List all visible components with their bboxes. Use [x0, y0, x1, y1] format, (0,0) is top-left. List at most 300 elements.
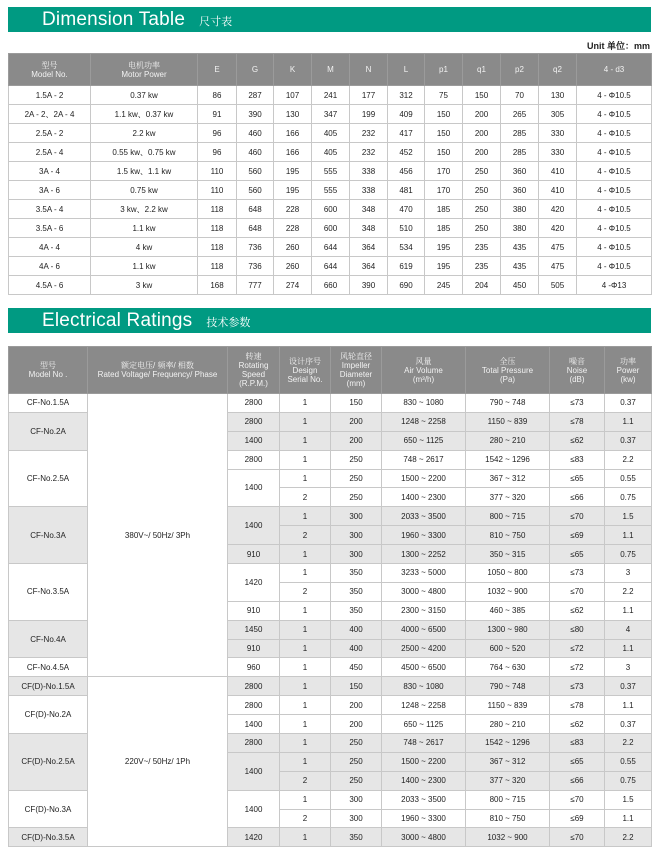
table-cell: 3A - 6: [9, 181, 91, 200]
table-cell: 405: [312, 124, 350, 143]
table-cell: 86: [198, 86, 237, 105]
table-row: [9, 200, 652, 219]
impeller-cell: 250: [331, 771, 382, 790]
impeller-cell: 200: [331, 715, 382, 734]
pressure-cell: 600 ~ 520: [466, 639, 550, 658]
table-cell: 475: [539, 257, 577, 276]
header-label-line: Design: [292, 365, 318, 375]
dimension-header-cell: [312, 54, 350, 86]
dimension-header-cell: [274, 54, 312, 86]
electrical-header-cell: [331, 347, 382, 394]
model-cell: CF-No.2A: [9, 412, 88, 450]
air-cell: 3233 ~ 5000: [382, 564, 466, 583]
table-cell: 4 kw: [91, 238, 198, 257]
table-cell: 107: [274, 86, 312, 105]
electrical-header-cell: [466, 347, 550, 394]
noise-cell: ≤69: [550, 809, 605, 828]
noise-cell: ≤73: [550, 564, 605, 583]
table-cell: 241: [312, 86, 350, 105]
speed-cell: 1400: [228, 790, 280, 828]
pressure-cell: 800 ~ 715: [466, 790, 550, 809]
air-cell: 3000 ~ 4800: [382, 828, 466, 847]
power-cell: 1.5: [605, 507, 652, 526]
air-cell: 2500 ~ 4200: [382, 639, 466, 658]
speed-cell: 910: [228, 639, 280, 658]
impeller-cell: 150: [331, 394, 382, 413]
table-row: [9, 219, 652, 238]
table-cell: 265: [501, 105, 539, 124]
table-cell: 460: [237, 124, 274, 143]
table-cell: 204: [463, 276, 501, 295]
header-label-line: Power: [616, 365, 640, 375]
voltage-cell: 380V~/ 50Hz/ 3Ph: [88, 394, 228, 677]
air-cell: 1500 ~ 2200: [382, 469, 466, 488]
table-cell: 312: [388, 86, 425, 105]
header-label-line: 全压: [499, 356, 516, 366]
header-label-line: Diameter: [339, 370, 373, 379]
power-cell: 0.75: [605, 545, 652, 564]
header-label-line: (Pa): [499, 374, 516, 384]
table-cell: 4 - Φ10.5: [577, 162, 652, 181]
table-row: [9, 105, 652, 124]
impeller-cell: 250: [331, 450, 382, 469]
header-label-en: K: [289, 65, 296, 74]
impeller-cell: 250: [331, 752, 382, 771]
table-cell: 450: [501, 276, 539, 295]
table-cell: 245: [425, 276, 463, 295]
serial-cell: 1: [280, 412, 331, 431]
table-cell: 250: [463, 200, 501, 219]
header-label-line: Speed: [241, 370, 266, 379]
header-label-line: 转速: [245, 352, 262, 361]
table-cell: 409: [388, 105, 425, 124]
table-cell: 70: [501, 86, 539, 105]
table-cell: 555: [312, 181, 350, 200]
table-cell: 3 kw: [91, 276, 198, 295]
speed-cell: 1420: [228, 828, 280, 847]
pressure-cell: 1150 ~ 839: [466, 696, 550, 715]
table-cell: 600: [312, 219, 350, 238]
header-label-line: Rotating: [238, 361, 269, 370]
noise-cell: ≤83: [550, 734, 605, 753]
table-cell: 150: [425, 105, 463, 124]
pressure-cell: 800 ~ 715: [466, 507, 550, 526]
table-cell: 3A - 4: [9, 162, 91, 181]
table-cell: 118: [198, 200, 237, 219]
table-cell: 360: [501, 162, 539, 181]
pressure-cell: 1150 ~ 839: [466, 412, 550, 431]
header-label-cn: 电机功率: [128, 60, 160, 70]
electrical-title-en: Electrical Ratings: [42, 309, 193, 331]
pressure-cell: 790 ~ 748: [466, 677, 550, 696]
table-cell: 166: [274, 124, 312, 143]
power-cell: 0.55: [605, 752, 652, 771]
serial-cell: 2: [280, 809, 331, 828]
table-cell: 2.5A - 2: [9, 124, 91, 143]
table-cell: 250: [463, 219, 501, 238]
table-cell: 660: [312, 276, 350, 295]
pressure-cell: 1542 ~ 1296: [466, 734, 550, 753]
pressure-cell: 810 ~ 750: [466, 526, 550, 545]
serial-cell: 1: [280, 715, 331, 734]
table-cell: 4 - Φ10.5: [577, 257, 652, 276]
dimension-header-cell: [198, 54, 237, 86]
table-cell: 4 - Φ10.5: [577, 238, 652, 257]
table-cell: 348: [350, 200, 388, 219]
impeller-cell: 300: [331, 809, 382, 828]
pressure-cell: 1300 ~ 980: [466, 620, 550, 639]
impeller-cell: 400: [331, 620, 382, 639]
air-cell: 4500 ~ 6500: [382, 658, 466, 677]
air-cell: 1500 ~ 2200: [382, 752, 466, 771]
table-cell: 4 - Φ10.5: [577, 124, 652, 143]
air-cell: 650 ~ 1125: [382, 715, 466, 734]
table-cell: 2.5A - 4: [9, 143, 91, 162]
table-cell: 600: [312, 200, 350, 219]
table-cell: 648: [237, 200, 274, 219]
power-cell: 2.2: [605, 828, 652, 847]
power-cell: 2.2: [605, 582, 652, 601]
serial-cell: 2: [280, 526, 331, 545]
speed-cell: 1400: [228, 752, 280, 790]
table-cell: 0.55 kw、0.75 kw: [91, 143, 198, 162]
table-cell: 195: [425, 257, 463, 276]
pressure-cell: 810 ~ 750: [466, 809, 550, 828]
noise-cell: ≤66: [550, 488, 605, 507]
header-label-line: Air Volume: [404, 365, 443, 375]
speed-cell: 1450: [228, 620, 280, 639]
header-label-line: 设计序号: [289, 356, 321, 366]
pressure-cell: 280 ~ 210: [466, 715, 550, 734]
electrical-header-cell: [382, 347, 466, 394]
dimension-header-cell: [91, 54, 198, 86]
header-label-line: Impeller: [341, 361, 371, 370]
electrical-ratings-table: [8, 346, 652, 847]
pressure-cell: 460 ~ 385: [466, 601, 550, 620]
electrical-header-cell: [280, 347, 331, 394]
noise-cell: ≤80: [550, 620, 605, 639]
table-cell: 390: [237, 105, 274, 124]
noise-cell: ≤69: [550, 526, 605, 545]
dimension-header-row: [9, 54, 652, 86]
table-cell: 777: [237, 276, 274, 295]
table-cell: 260: [274, 238, 312, 257]
serial-cell: 2: [280, 582, 331, 601]
speed-cell: 2800: [228, 394, 280, 413]
impeller-cell: 450: [331, 658, 382, 677]
table-cell: 232: [350, 143, 388, 162]
noise-cell: ≤78: [550, 696, 605, 715]
noise-cell: ≤73: [550, 677, 605, 696]
table-cell: 364: [350, 257, 388, 276]
pressure-cell: 367 ~ 312: [466, 469, 550, 488]
table-cell: 338: [350, 181, 388, 200]
header-label-en: p1: [439, 65, 448, 74]
dimension-table-banner: [8, 7, 651, 32]
power-cell: 0.37: [605, 431, 652, 450]
table-cell: 110: [198, 162, 237, 181]
table-cell: 285: [501, 124, 539, 143]
table-cell: 330: [539, 143, 577, 162]
table-cell: 4.5A - 6: [9, 276, 91, 295]
air-cell: 2300 ~ 3150: [382, 601, 466, 620]
model-cell: CF-No.4.5A: [9, 658, 88, 677]
pressure-cell: 790 ~ 748: [466, 394, 550, 413]
serial-cell: 1: [280, 790, 331, 809]
speed-cell: 960: [228, 658, 280, 677]
table-cell: 1.5A - 2: [9, 86, 91, 105]
table-cell: 118: [198, 219, 237, 238]
model-cell: CF(D)-No.2.5A: [9, 734, 88, 791]
pressure-cell: 1032 ~ 900: [466, 582, 550, 601]
electrical-header-cell: [88, 347, 228, 394]
power-cell: 1.1: [605, 412, 652, 431]
table-cell: 1.1 kw: [91, 219, 198, 238]
dimension-header-cell: [350, 54, 388, 86]
header-label-line: 风轮直径: [340, 352, 372, 361]
table-row: [9, 257, 652, 276]
table-cell: 195: [425, 238, 463, 257]
pressure-cell: 1032 ~ 900: [466, 828, 550, 847]
dimension-table: [8, 53, 652, 295]
table-cell: 410: [539, 162, 577, 181]
air-cell: 748 ~ 2617: [382, 734, 466, 753]
table-cell: 555: [312, 162, 350, 181]
impeller-cell: 250: [331, 734, 382, 753]
table-cell: 619: [388, 257, 425, 276]
speed-cell: 2800: [228, 677, 280, 696]
table-cell: 510: [388, 219, 425, 238]
dimension-title-en: Dimension Table: [42, 8, 186, 30]
serial-cell: 2: [280, 488, 331, 507]
header-label-en: 4 - d3: [603, 65, 625, 74]
table-cell: 348: [350, 219, 388, 238]
speed-cell: 1420: [228, 564, 280, 602]
impeller-cell: 300: [331, 526, 382, 545]
table-cell: 4 -Φ13: [577, 276, 652, 295]
table-cell: 285: [501, 143, 539, 162]
dimension-header-cell: [501, 54, 539, 86]
power-cell: 2.2: [605, 450, 652, 469]
table-cell: 4 - Φ10.5: [577, 105, 652, 124]
header-label-en: q2: [553, 65, 562, 74]
model-cell: CF(D)-No.3.5A: [9, 828, 88, 847]
header-label-line: 型号: [40, 361, 56, 370]
serial-cell: 1: [280, 431, 331, 450]
air-cell: 1248 ~ 2258: [382, 696, 466, 715]
header-label-line: 功率: [620, 356, 636, 366]
header-label-en: q1: [477, 65, 486, 74]
impeller-cell: 250: [331, 469, 382, 488]
table-cell: 110: [198, 181, 237, 200]
table-cell: 644: [312, 238, 350, 257]
table-cell: 2.2 kw: [91, 124, 198, 143]
impeller-cell: 300: [331, 507, 382, 526]
power-cell: 1.1: [605, 526, 652, 545]
table-cell: 505: [539, 276, 577, 295]
air-cell: 1960 ~ 3300: [382, 809, 466, 828]
electrical-header-cell: [605, 347, 652, 394]
power-cell: 0.37: [605, 394, 652, 413]
speed-cell: 1400: [228, 431, 280, 450]
serial-cell: 2: [280, 771, 331, 790]
table-cell: 170: [425, 181, 463, 200]
table-cell: 185: [425, 200, 463, 219]
power-cell: 3: [605, 658, 652, 677]
table-cell: 0.75 kw: [91, 181, 198, 200]
table-cell: 166: [274, 143, 312, 162]
table-row: [9, 394, 652, 413]
table-cell: 130: [274, 105, 312, 124]
table-row: [9, 677, 652, 696]
table-cell: 228: [274, 200, 312, 219]
impeller-cell: 300: [331, 545, 382, 564]
dimension-header-cell: [539, 54, 577, 86]
header-label-en: N: [365, 65, 372, 74]
model-cell: CF(D)-No.3A: [9, 790, 88, 828]
table-cell: 410: [539, 181, 577, 200]
power-cell: 1.1: [605, 639, 652, 658]
air-cell: 650 ~ 1125: [382, 431, 466, 450]
header-label-line: Noise: [566, 365, 588, 375]
table-cell: 235: [463, 257, 501, 276]
header-label-en: Model No.: [31, 69, 68, 79]
header-label-line: Model No .: [28, 370, 68, 379]
pressure-cell: 367 ~ 312: [466, 752, 550, 771]
noise-cell: ≤70: [550, 582, 605, 601]
impeller-cell: 200: [331, 412, 382, 431]
table-cell: 91: [198, 105, 237, 124]
noise-cell: ≤83: [550, 450, 605, 469]
pressure-cell: 377 ~ 320: [466, 771, 550, 790]
header-label-line: (kw): [620, 374, 636, 384]
header-label-line: 额定电压/ 频率/ 相数: [121, 361, 194, 370]
noise-cell: ≤72: [550, 639, 605, 658]
table-cell: 560: [237, 162, 274, 181]
table-row: [9, 124, 652, 143]
serial-cell: 1: [280, 639, 331, 658]
header-label-line: (dB): [569, 374, 585, 384]
voltage-cell: 220V~/ 50Hz/ 1Ph: [88, 677, 228, 847]
table-cell: 4 - Φ10.5: [577, 181, 652, 200]
table-cell: 2A - 2、2A - 4: [9, 105, 91, 124]
table-cell: 150: [463, 86, 501, 105]
table-cell: 481: [388, 181, 425, 200]
electrical-title-cn: 技术参数: [206, 317, 251, 329]
table-cell: 4 - Φ10.5: [577, 219, 652, 238]
speed-cell: 2800: [228, 734, 280, 753]
table-cell: 150: [425, 124, 463, 143]
table-cell: 380: [501, 200, 539, 219]
table-cell: 390: [350, 276, 388, 295]
header-label-cn: 型号: [41, 60, 58, 70]
table-cell: 690: [388, 276, 425, 295]
table-cell: 1.5 kw、1.1 kw: [91, 162, 198, 181]
table-cell: 4A - 6: [9, 257, 91, 276]
table-cell: 235: [463, 238, 501, 257]
table-cell: 534: [388, 238, 425, 257]
table-cell: 260: [274, 257, 312, 276]
air-cell: 1248 ~ 2258: [382, 412, 466, 431]
electrical-header-cell: [9, 347, 88, 394]
table-row: [9, 276, 652, 295]
serial-cell: 1: [280, 734, 331, 753]
pressure-cell: 377 ~ 320: [466, 488, 550, 507]
speed-cell: 2800: [228, 696, 280, 715]
table-cell: 3 kw、2.2 kw: [91, 200, 198, 219]
table-cell: 435: [501, 238, 539, 257]
serial-cell: 1: [280, 545, 331, 564]
table-cell: 417: [388, 124, 425, 143]
impeller-cell: 350: [331, 828, 382, 847]
header-label-en: E: [214, 65, 220, 74]
impeller-cell: 150: [331, 677, 382, 696]
air-cell: 1400 ~ 2300: [382, 488, 466, 507]
table-cell: 168: [198, 276, 237, 295]
table-cell: 736: [237, 238, 274, 257]
model-cell: CF-No.3A: [9, 507, 88, 564]
noise-cell: ≤62: [550, 431, 605, 450]
table-row: [9, 162, 652, 181]
serial-cell: 1: [280, 658, 331, 677]
header-label-line: Total Pressure: [481, 365, 534, 375]
dimension-title-cn: 尺寸表: [199, 16, 233, 28]
serial-cell: 1: [280, 450, 331, 469]
electrical-header-cell: [550, 347, 605, 394]
table-row: [9, 181, 652, 200]
noise-cell: ≤65: [550, 752, 605, 771]
table-cell: 3.5A - 4: [9, 200, 91, 219]
table-cell: 1.1 kw: [91, 257, 198, 276]
model-cell: CF(D)-No.2A: [9, 696, 88, 734]
noise-cell: ≤65: [550, 469, 605, 488]
table-cell: 4 - Φ10.5: [577, 143, 652, 162]
serial-cell: 1: [280, 752, 331, 771]
table-cell: 460: [237, 143, 274, 162]
table-cell: 644: [312, 257, 350, 276]
dimension-header-cell: [388, 54, 425, 86]
noise-cell: ≤62: [550, 601, 605, 620]
dimension-header-cell: [425, 54, 463, 86]
table-cell: 130: [539, 86, 577, 105]
noise-cell: ≤70: [550, 828, 605, 847]
noise-cell: ≤73: [550, 394, 605, 413]
table-cell: 4 - Φ10.5: [577, 86, 652, 105]
power-cell: 4: [605, 620, 652, 639]
dimension-header-cell: [9, 54, 91, 86]
noise-cell: ≤70: [550, 790, 605, 809]
air-cell: 830 ~ 1080: [382, 677, 466, 696]
table-cell: 347: [312, 105, 350, 124]
table-cell: 420: [539, 200, 577, 219]
speed-cell: 1400: [228, 715, 280, 734]
power-cell: 1.1: [605, 696, 652, 715]
model-cell: CF-No.3.5A: [9, 564, 88, 621]
table-cell: 287: [237, 86, 274, 105]
air-cell: 1400 ~ 2300: [382, 771, 466, 790]
pressure-cell: 764 ~ 630: [466, 658, 550, 677]
table-cell: 475: [539, 238, 577, 257]
table-cell: 185: [425, 219, 463, 238]
table-cell: 150: [425, 143, 463, 162]
header-label-en: L: [403, 65, 409, 74]
header-label-line: 噪音: [569, 356, 585, 366]
table-cell: 200: [463, 143, 501, 162]
serial-cell: 1: [280, 828, 331, 847]
table-cell: 330: [539, 124, 577, 143]
serial-cell: 1: [280, 677, 331, 696]
power-cell: 0.55: [605, 469, 652, 488]
